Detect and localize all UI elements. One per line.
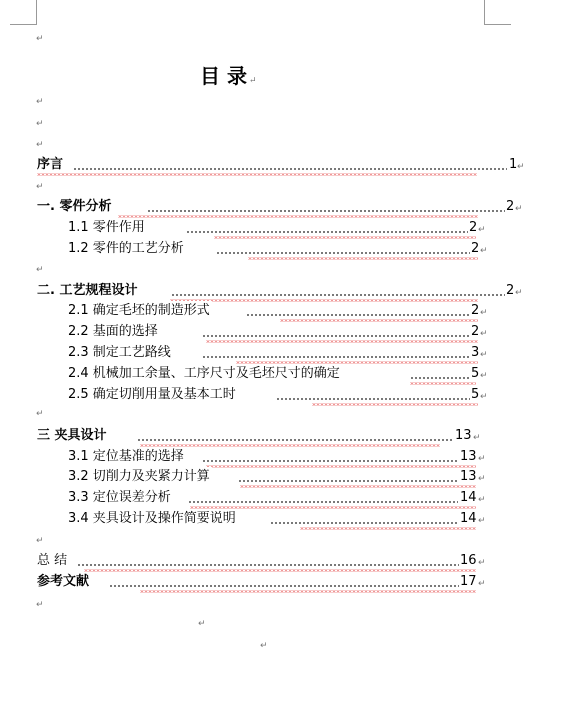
- toc-dot-leader: [202, 356, 470, 358]
- toc-title-text: 目 录: [200, 64, 247, 88]
- toc-entry-3-4[interactable]: [68, 509, 489, 529]
- toc-entry-label: 3.4 夹具设计及操作简要说明: [68, 509, 238, 529]
- toc-page-number: 13: [455, 428, 472, 443]
- toc-page-number: 2: [471, 324, 480, 339]
- toc-entry-label: 3.3 定位误差分析: [68, 488, 173, 508]
- toc-entry-label: 1.1 零件作用: [68, 218, 147, 238]
- toc-dot-leader: [109, 585, 459, 587]
- toc-entry-3-3[interactable]: [68, 488, 489, 508]
- toc-entry-references[interactable]: [37, 572, 487, 592]
- toc-title: [200, 60, 340, 89]
- toc-dot-leader: [73, 168, 507, 170]
- toc-entry-label: 2.2 基面的选择: [68, 322, 160, 342]
- paragraph-mark-icon: ↵: [36, 536, 44, 546]
- paragraph-mark-icon: ↵: [478, 579, 486, 589]
- toc-entry-2-2[interactable]: [68, 322, 489, 342]
- toc-entry-label: 3.2 切削力及夹紧力计算: [68, 467, 212, 487]
- paragraph-mark-icon: ↵: [198, 619, 206, 629]
- toc-entry-2-3[interactable]: [68, 343, 489, 363]
- toc-dot-leader: [238, 480, 458, 482]
- paragraph-mark-icon: ↵: [36, 97, 44, 107]
- toc-entry-label: 三 夹具设计: [37, 426, 109, 446]
- paragraph-mark-icon: ↵: [36, 182, 44, 192]
- paragraph-mark-icon: ↵: [36, 140, 44, 150]
- toc-entry-summary[interactable]: [37, 551, 487, 571]
- toc-dot-leader: [216, 252, 470, 254]
- page-corner-mark-top-right: [484, 0, 511, 25]
- toc-entry-3-1[interactable]: [68, 447, 489, 467]
- toc-dot-leader: [202, 460, 458, 462]
- toc-page-number: 13: [460, 469, 477, 484]
- spellcheck-underline: [37, 173, 477, 176]
- toc-entry-label: 一. 零件分析: [37, 197, 113, 217]
- toc-page-number: 2: [471, 303, 480, 318]
- toc-page-number: 14: [460, 511, 477, 526]
- toc-dot-leader: [147, 210, 505, 212]
- spellcheck-underline: [248, 257, 478, 260]
- page-corner-mark-top-left: [10, 0, 37, 25]
- paragraph-mark-icon: ↵: [36, 119, 44, 129]
- paragraph-mark-icon: ↵: [478, 225, 486, 235]
- toc-entry-label: 二. 工艺规程设计: [37, 281, 139, 301]
- paragraph-mark-icon: ↵: [480, 371, 488, 381]
- toc-dot-leader: [270, 522, 458, 524]
- paragraph-mark-icon: ↵: [36, 600, 44, 610]
- toc-page-number: 5: [471, 387, 480, 402]
- toc-dot-leader: [186, 231, 468, 233]
- toc-page-number: 2: [471, 241, 480, 256]
- toc-page-number: 2: [469, 220, 478, 235]
- toc-page-number: 17: [460, 574, 477, 589]
- toc-page-number: 5: [471, 366, 480, 381]
- toc-entry-label: 2.1 确定毛坯的制造形式: [68, 301, 212, 321]
- toc-dot-leader: [410, 377, 470, 379]
- toc-entry-label: 1.2 零件的工艺分析: [68, 239, 186, 259]
- toc-entry-2-5[interactable]: [68, 385, 489, 405]
- paragraph-mark-icon: ↵: [260, 641, 268, 651]
- paragraph-mark-icon: ↵: [36, 34, 44, 44]
- toc-entry-label: 2.5 确定切削用量及基本工时: [68, 385, 238, 405]
- paragraph-mark-icon: ↵: [248, 76, 257, 86]
- toc-dot-leader: [171, 294, 505, 296]
- toc-entry-preface[interactable]: [37, 155, 525, 175]
- paragraph-mark-icon: ↵: [478, 495, 486, 505]
- toc-entry-2-4[interactable]: [68, 364, 489, 384]
- paragraph-mark-icon: ↵: [517, 162, 525, 172]
- paragraph-mark-icon: ↵: [36, 265, 44, 275]
- toc-page-number: 3: [471, 345, 480, 360]
- toc-page-number: 13: [460, 449, 477, 464]
- toc-entry-1-2[interactable]: [68, 239, 489, 259]
- paragraph-mark-icon: ↵: [478, 454, 486, 464]
- spellcheck-underline: [312, 403, 478, 406]
- paragraph-mark-icon: ↵: [473, 433, 481, 443]
- toc-entry-2-1[interactable]: [68, 301, 489, 321]
- paragraph-mark-icon: ↵: [480, 350, 488, 360]
- toc-entry-label: 2.3 制定工艺路线: [68, 343, 173, 363]
- paragraph-mark-icon: ↵: [480, 246, 488, 256]
- toc-page-number: 16: [460, 553, 477, 568]
- toc-entry-label: 参考文献: [37, 572, 91, 592]
- toc-entry-3-2[interactable]: [68, 467, 489, 487]
- toc-entry-chapter-1[interactable]: [37, 197, 523, 217]
- toc-dot-leader: [188, 501, 458, 503]
- paragraph-mark-icon: ↵: [480, 329, 488, 339]
- paragraph-mark-icon: ↵: [480, 392, 488, 402]
- toc-dot-leader: [202, 335, 470, 337]
- spellcheck-underline: [140, 590, 476, 593]
- toc-dot-leader: [276, 398, 470, 400]
- spellcheck-underline: [300, 527, 476, 530]
- toc-dot-leader: [246, 314, 470, 316]
- paragraph-mark-icon: ↵: [515, 288, 523, 298]
- toc-entry-label: 2.4 机械加工余量、工序尺寸及毛坯尺寸的确定: [68, 364, 342, 384]
- toc-dot-leader: [77, 564, 459, 566]
- toc-entry-1-1[interactable]: [68, 218, 487, 238]
- toc-dot-leader: [137, 439, 453, 441]
- toc-entry-chapter-2[interactable]: [37, 281, 523, 301]
- toc-page-number: 1: [509, 157, 518, 172]
- paragraph-mark-icon: ↵: [478, 558, 486, 568]
- toc-page-number: 2: [506, 199, 515, 214]
- paragraph-mark-icon: ↵: [36, 409, 44, 419]
- toc-entry-label: 3.1 定位基准的选择: [68, 447, 186, 467]
- paragraph-mark-icon: ↵: [478, 516, 486, 526]
- toc-page-number: 2: [506, 283, 515, 298]
- toc-page-number: 14: [460, 490, 477, 505]
- paragraph-mark-icon: ↵: [515, 204, 523, 214]
- toc-entry-label: 总 结: [37, 551, 69, 571]
- toc-entry-chapter-3[interactable]: [37, 426, 487, 446]
- paragraph-mark-icon: ↵: [478, 474, 486, 484]
- toc-entry-label: 序言: [37, 155, 65, 175]
- paragraph-mark-icon: ↵: [480, 308, 488, 318]
